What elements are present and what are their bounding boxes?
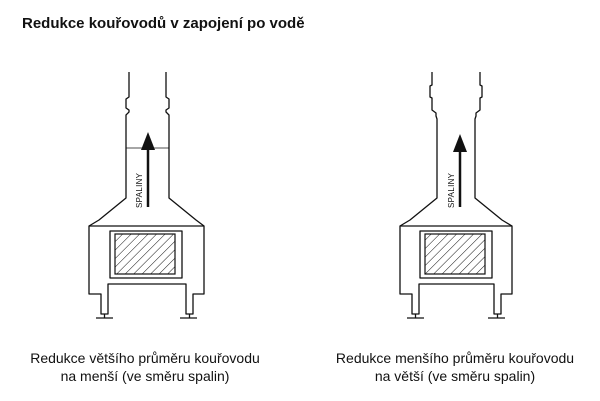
caption-left-line1: Redukce většího průměru kouřovodu (30, 350, 260, 366)
page-title: Redukce kouřovodů v zapojení po vodě (22, 15, 305, 32)
caption-left (0, 349, 295, 385)
flue-pipe-right (400, 72, 437, 226)
hatched-insert-right (425, 234, 485, 274)
fireplace-drawing-right (300, 0, 600, 401)
diagram-smaller-to-larger (300, 0, 600, 401)
caption-right-line2: na větší (ve směru spalin) (374, 368, 536, 384)
hatched-insert-left (115, 234, 175, 274)
flue-pipe-left (89, 72, 129, 226)
gas-label-left: SPALINY (135, 172, 144, 208)
gas-label-right: SPALINY (447, 172, 456, 208)
caption-left-line2: na menší (ve směru spalin) (60, 368, 230, 384)
caption-right-line1: Redukce menšího průměru kouřovodu (335, 350, 575, 366)
caption-right (305, 349, 600, 385)
